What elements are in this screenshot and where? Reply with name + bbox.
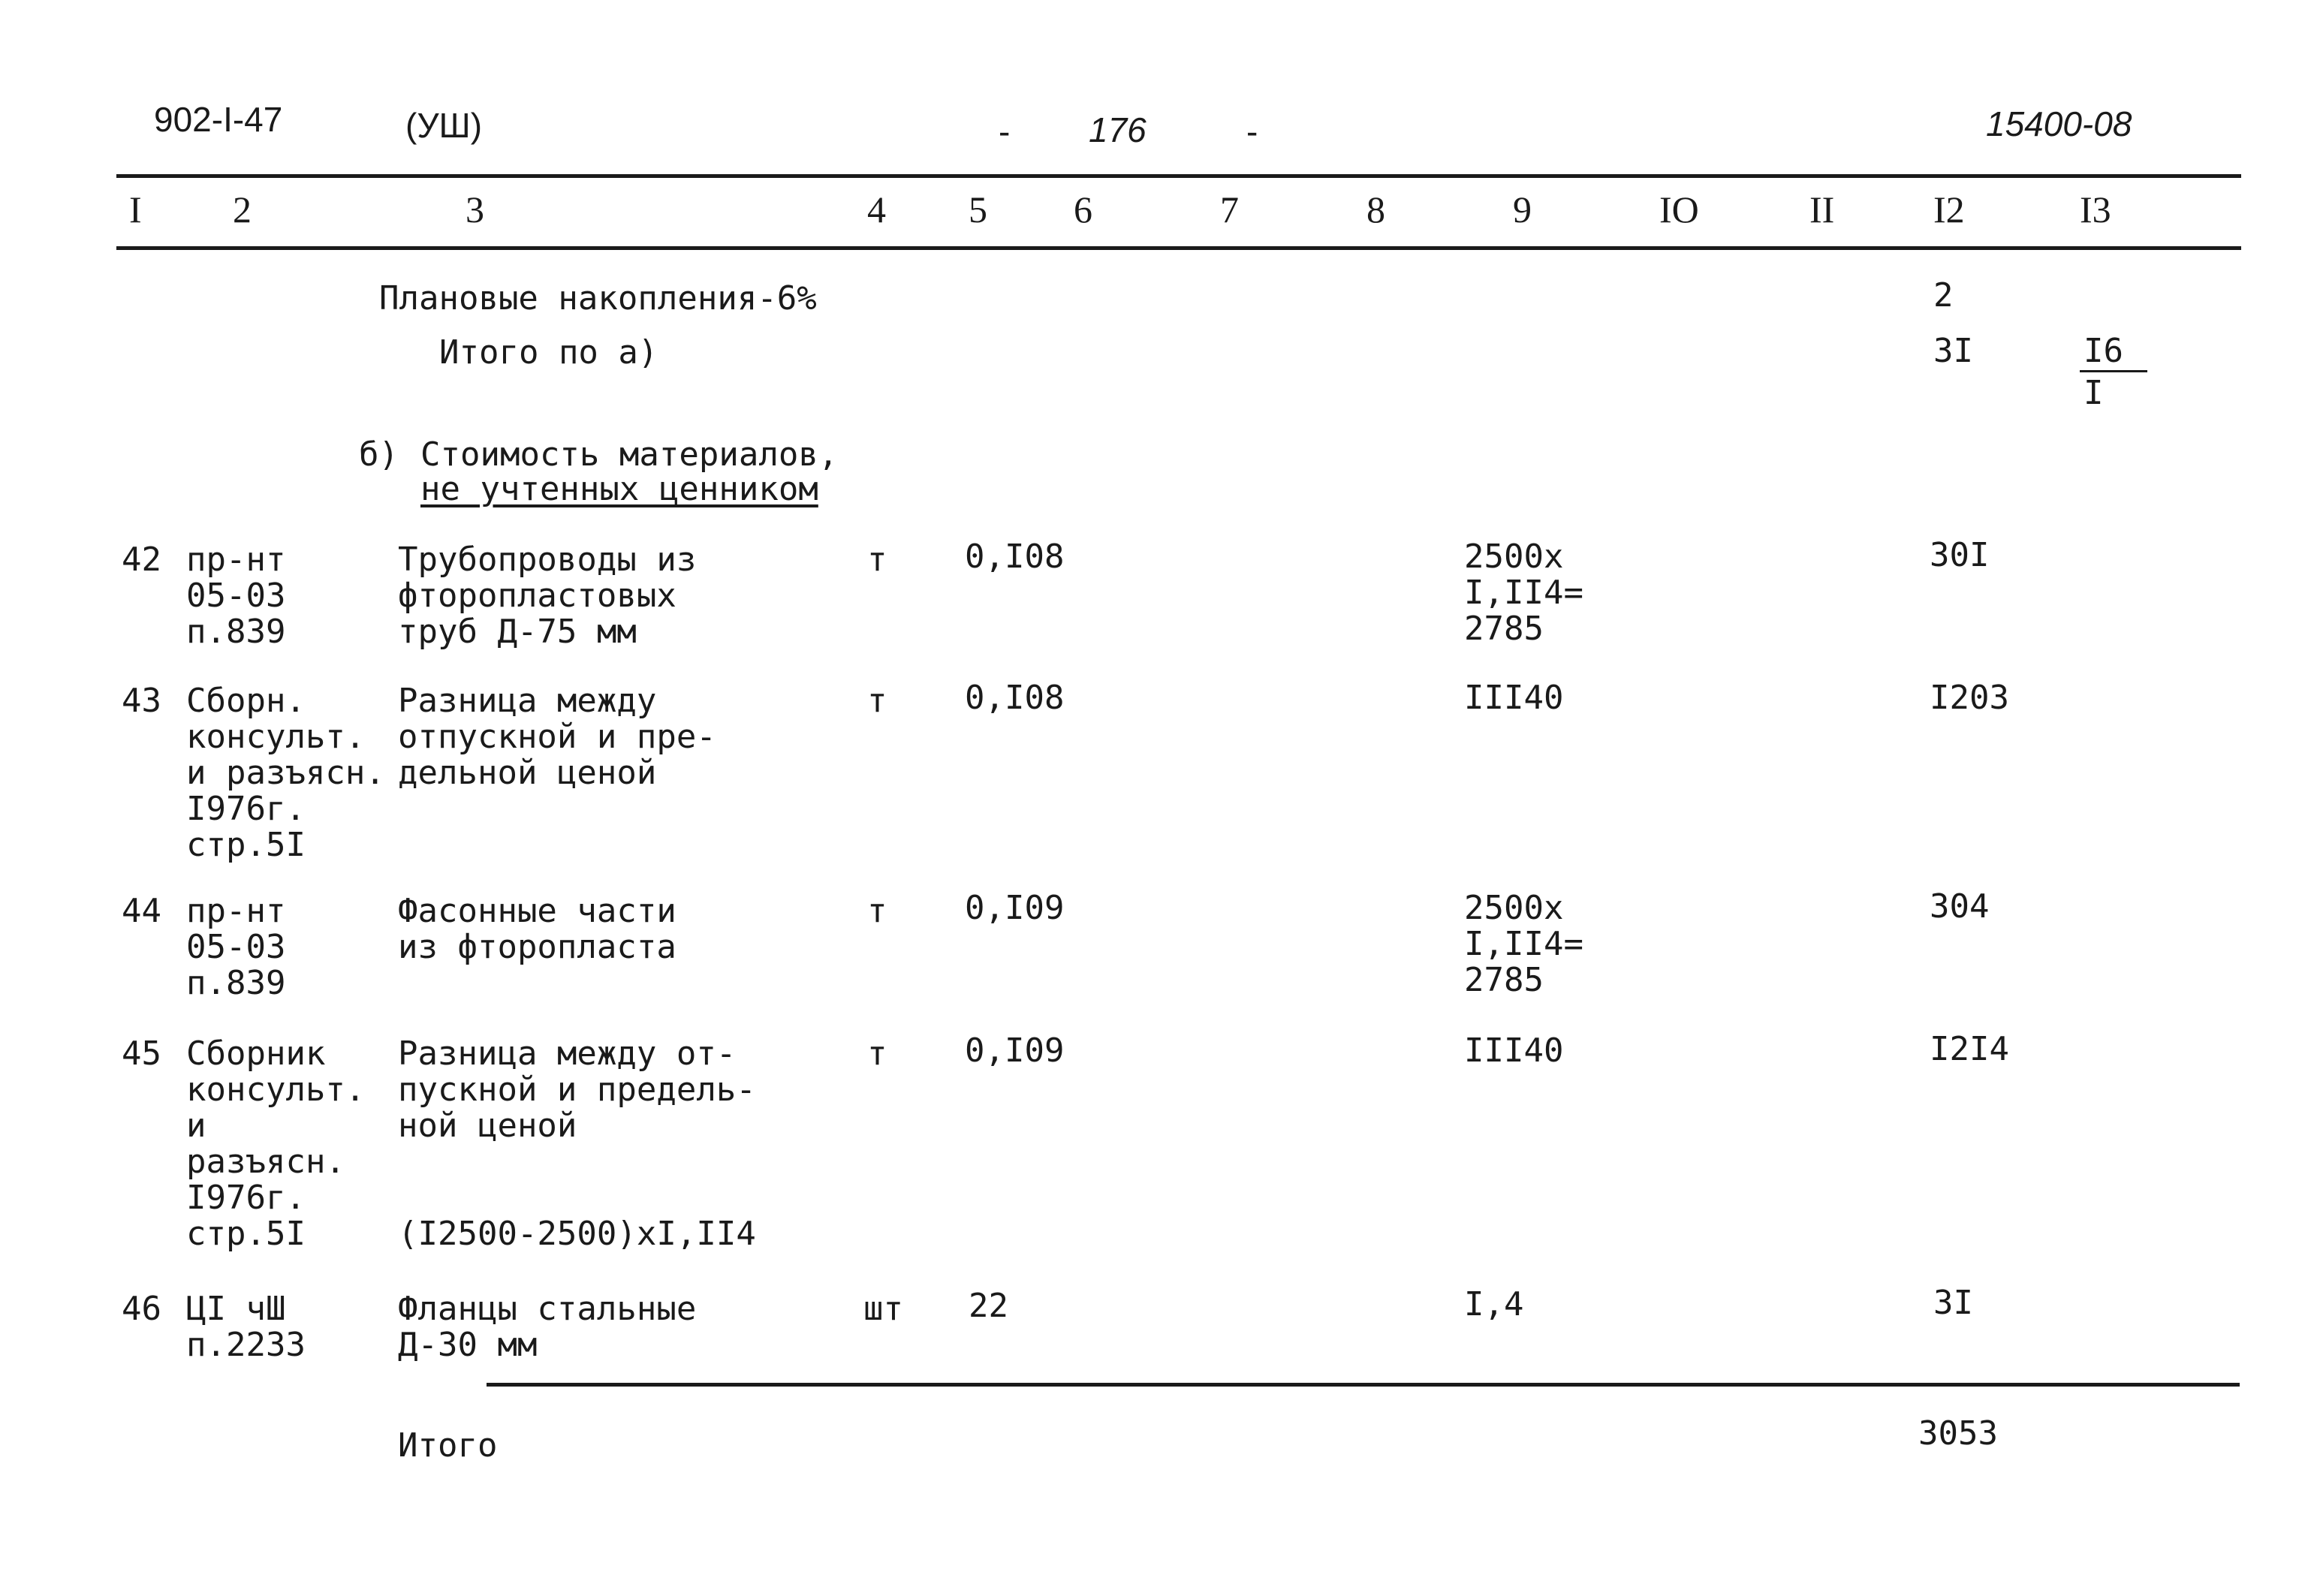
row-quantity: 0,I09: [965, 1031, 1065, 1070]
total-a-fraction-top: I6: [2084, 332, 2123, 370]
row-basis: Сборник консульт. и разъясн. I976г. стр.5I: [186, 1034, 366, 1253]
column-number-3: 3: [466, 188, 484, 230]
row-number: 42: [122, 541, 161, 579]
column-number-4: 4: [867, 188, 886, 230]
row-name: Фасонные части из фторопласта: [398, 892, 676, 966]
section-b-title-line2: не учтенных ценником: [420, 470, 818, 508]
section-b-letter: б): [359, 435, 399, 474]
final-total-label: Итого: [398, 1426, 498, 1465]
row-unit: т: [867, 541, 887, 579]
row-formula: (I2500-2500)хI,II4: [398, 1215, 756, 1253]
row-price: 2500х I,II4= 2785: [1464, 538, 1583, 648]
row-total: 304: [1930, 887, 1990, 926]
row-basis: Сборн. консульт. и разъясн. I976г. стр.5I: [186, 682, 385, 864]
row-unit: т: [867, 1034, 887, 1073]
page-dash-right: -: [1246, 112, 1258, 151]
column-number-9: 9: [1513, 188, 1532, 230]
column-number-12: I2: [1933, 188, 1965, 230]
final-total-value: 3053: [1918, 1414, 1998, 1453]
row-price: III40: [1464, 1031, 1564, 1070]
row-unit: т: [867, 682, 887, 720]
header-bottom-rule: [116, 246, 2241, 250]
column-number-7: 7: [1220, 188, 1239, 230]
column-number-1: I: [129, 188, 142, 230]
column-number-13: I3: [2080, 188, 2111, 230]
row-quantity: 22: [969, 1287, 1008, 1325]
column-number-10: IO: [1659, 188, 1699, 230]
row-total: 30I: [1930, 536, 1990, 574]
row-name: Разница между отпускной и пре- дельной ценой: [398, 682, 716, 792]
column-number-11: II: [1809, 188, 1835, 230]
row-unit: шт: [863, 1290, 903, 1328]
fraction-bar: [2080, 370, 2147, 372]
row-number: 43: [122, 682, 161, 720]
row-price: III40: [1464, 679, 1564, 717]
document-code: 902-I-47: [154, 100, 283, 139]
header-top-rule: [116, 174, 2241, 178]
row-quantity: 0,I08: [965, 538, 1065, 576]
row-number: 45: [122, 1034, 161, 1073]
row-price: I,4: [1464, 1285, 1524, 1323]
row-number: 46: [122, 1290, 161, 1328]
column-number-8: 8: [1366, 188, 1385, 230]
row-name: Фланцы стальные Д-30 мм: [398, 1290, 697, 1364]
planned-savings-label: Плановые накопления-6%: [379, 279, 817, 318]
row-quantity: 0,I08: [965, 679, 1065, 717]
total-a-label: Итого по а): [439, 333, 658, 372]
column-number-6: 6: [1074, 188, 1092, 230]
row-basis: пр-нт 05-03 п.839: [186, 892, 286, 1002]
page-number: 176: [1089, 110, 1146, 149]
row-basis: ЦI чШ п.2233: [186, 1290, 306, 1364]
row-name: Разница между от- пускной и предель- ной ценой: [398, 1034, 756, 1145]
column-number-2: 2: [233, 188, 252, 230]
total-separator-rule: [487, 1383, 2240, 1387]
total-a-value: 3I: [1933, 332, 1973, 370]
row-price: 2500х I,II4= 2785: [1464, 889, 1583, 999]
series-label: (УШ): [405, 106, 483, 145]
total-a-fraction-bottom: I: [2084, 374, 2104, 412]
row-name: Трубопроводы из фторопластовых труб Д-75 мм: [398, 541, 697, 651]
row-number: 44: [122, 892, 161, 930]
row-total: I2I4: [1930, 1030, 2009, 1068]
column-number-5: 5: [969, 188, 987, 230]
row-quantity: 0,I09: [965, 889, 1065, 927]
planned-savings-value: 2: [1933, 276, 1954, 315]
row-total: 3I: [1933, 1284, 1973, 1322]
sheet-code: 15400-08: [1986, 104, 2132, 143]
section-b-title-line1: Стоимость материалов,: [420, 435, 839, 474]
row-total: I203: [1930, 679, 2009, 717]
page-dash-left: -: [999, 112, 1011, 151]
row-basis: пр-нт 05-03 п.839: [186, 541, 286, 651]
row-unit: т: [867, 892, 887, 930]
